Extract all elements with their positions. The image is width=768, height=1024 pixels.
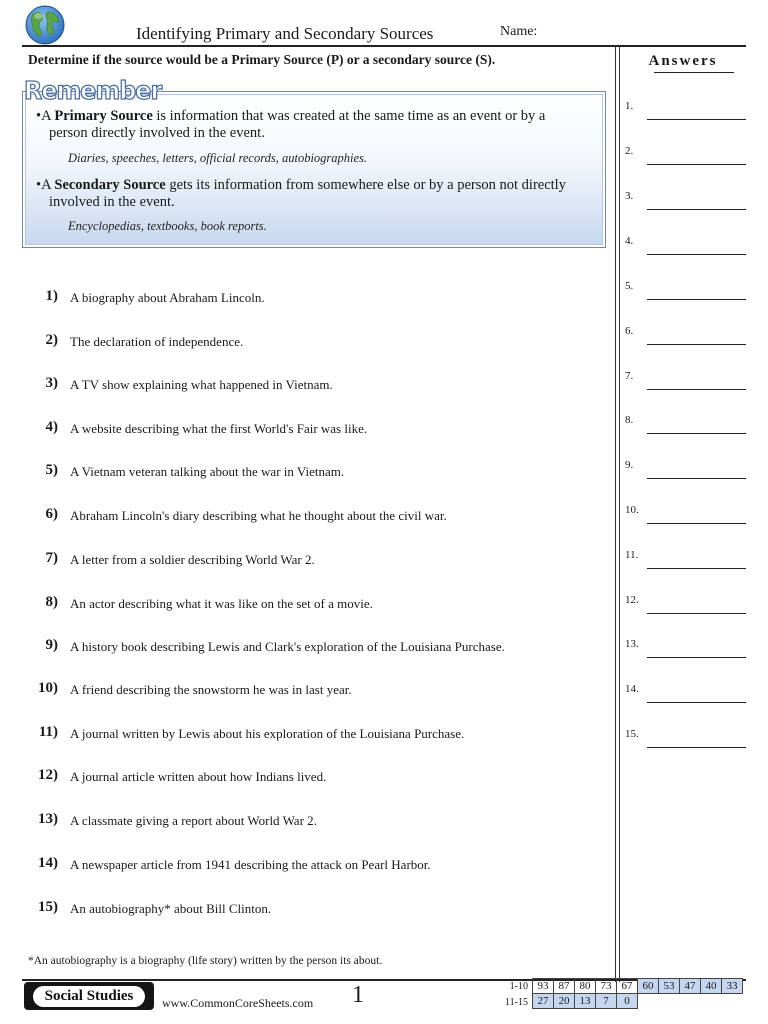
question-number: 15) [38, 899, 58, 915]
answer-line [647, 657, 746, 658]
answer-line [647, 209, 746, 210]
subject-badge-label: Social Studies [33, 986, 146, 1007]
score-cell: 93 [533, 979, 554, 994]
question-number: 11) [38, 724, 58, 740]
bullet: •A [36, 177, 55, 193]
score-cell: 73 [596, 979, 617, 994]
question-text: A biography about Abraham Lincoln. [70, 290, 265, 305]
answer-blank[interactable] [624, 235, 748, 255]
question-text: A classmate giving a report about World War 2. [70, 813, 317, 828]
question-text: The declaration of independence. [70, 334, 244, 349]
primary-source-examples: Diaries, speeches, letters, official records, autobiographies. [68, 151, 368, 165]
answers-heading-underline [654, 72, 734, 73]
answer-blank[interactable] [624, 414, 748, 434]
answer-number: 7. [625, 370, 634, 382]
answer-number: 5. [625, 280, 634, 292]
answer-line [647, 254, 746, 255]
answer-blank[interactable] [624, 100, 748, 120]
answers-heading: Answers [648, 53, 718, 69]
name-label: Name: [500, 24, 538, 39]
secondary-source-definition [36, 177, 602, 211]
score-cell: 87 [554, 979, 575, 994]
header-rule [22, 45, 746, 47]
question-number: 14) [38, 855, 58, 871]
question-number: 1) [45, 288, 58, 304]
score-row-label: 11-15 [505, 997, 528, 1008]
answer-blank[interactable] [624, 683, 748, 703]
answer-number: 2. [625, 145, 634, 157]
answer-blank[interactable] [624, 638, 748, 658]
score-cell: 40 [701, 979, 722, 994]
score-cell: 60 [638, 979, 659, 994]
score-row [533, 979, 743, 994]
answer-line [647, 523, 746, 524]
question-number: 10) [38, 680, 58, 696]
primary-source-term: Primary Source [54, 108, 153, 124]
question-number: 6) [45, 506, 58, 522]
primary-source-definition [36, 108, 596, 142]
score-cell: 80 [575, 979, 596, 994]
page-title: Identifying Primary and Secondary Sources [136, 24, 434, 43]
answer-line [647, 344, 746, 345]
globe-icon [24, 4, 66, 46]
question-number: 9) [45, 637, 58, 653]
answer-number: 15. [625, 728, 639, 740]
bullet: •A [36, 108, 55, 124]
answer-blank[interactable] [624, 325, 748, 345]
question-text: A journal article written about how Indians lived. [70, 769, 327, 784]
question-text: A friend describing the snowstorm he was in last year. [70, 682, 352, 697]
question-text: Abraham Lincoln's diary describing what he thought about the civil war. [70, 508, 447, 523]
definition-text: person directly involved in the event. [49, 125, 265, 141]
score-row [533, 994, 743, 1009]
question-number: 13) [38, 811, 58, 827]
answer-number: 1. [625, 100, 634, 112]
question-text: A journal written by Lewis about his exploration of the Louisiana Purchase. [70, 726, 465, 741]
definition-text: gets its information from somewhere else or by a person not directly [165, 177, 566, 193]
answer-line [647, 747, 746, 748]
answer-number: 6. [625, 325, 634, 337]
definition-text: involved in the event. [49, 194, 175, 210]
question-number: 4) [45, 419, 58, 435]
question-text: An autobiography* about Bill Clinton. [70, 901, 272, 916]
column-divider [619, 46, 620, 982]
question-number: 8) [45, 594, 58, 610]
answer-blank[interactable] [624, 459, 748, 479]
score-cell: 67 [617, 979, 638, 994]
remember-label: Remember [24, 76, 162, 105]
question-number: 7) [45, 550, 58, 566]
answer-number: 3. [625, 190, 634, 202]
answer-number: 14. [625, 683, 639, 695]
secondary-source-examples: Encyclopedias, textbooks, book reports. [68, 219, 267, 233]
question-number: 3) [45, 375, 58, 391]
answer-number: 13. [625, 638, 639, 650]
answer-number: 8. [625, 414, 634, 426]
column-divider [615, 46, 616, 982]
question-text: A Vietnam veteran talking about the war in Vietnam. [70, 464, 345, 479]
score-cell: 20 [554, 994, 575, 1009]
answer-number: 11. [625, 549, 639, 561]
answer-line [647, 433, 746, 434]
question-text: A newspaper article from 1941 describing the attack on Pearl Harbor. [70, 857, 431, 872]
score-cell: 33 [722, 979, 743, 994]
answer-line [647, 613, 746, 614]
answer-blank[interactable] [624, 280, 748, 300]
definition-text: is information that was created at the same time as an event or by a [152, 108, 546, 124]
answer-number: 12. [625, 594, 639, 606]
answer-line [647, 568, 746, 569]
answer-blank[interactable] [624, 549, 748, 569]
score-cell: 7 [596, 994, 617, 1009]
answer-number: 9. [625, 459, 634, 471]
score-row-label: 1-10 [509, 981, 528, 992]
answer-number: 10. [625, 504, 639, 516]
subject-badge [24, 982, 154, 1010]
answer-line [647, 164, 746, 165]
page-number: 1 [352, 982, 364, 1008]
answer-number: 4. [625, 235, 634, 247]
score-cell: 47 [680, 979, 701, 994]
secondary-source-term: Secondary Source [54, 177, 166, 193]
score-cell: 13 [575, 994, 596, 1009]
question-text: An actor describing what it was like on the set of a movie. [70, 596, 373, 611]
website-link[interactable]: www.CommonCoreSheets.com [162, 996, 314, 1010]
score-cell: 0 [617, 994, 638, 1009]
question-text: A letter from a soldier describing World War 2. [70, 552, 315, 567]
question-text: A TV show explaining what happened in Vietnam. [70, 377, 333, 392]
score-cell: 53 [659, 979, 680, 994]
answer-line [647, 299, 746, 300]
answer-line [647, 119, 746, 120]
answer-line [647, 478, 746, 479]
answer-blank[interactable] [624, 728, 748, 748]
instructions: Determine if the source would be a Primary Source (P) or a secondary source (S). [28, 52, 496, 67]
answer-line [647, 389, 746, 390]
score-cell: 27 [533, 994, 554, 1009]
answer-blank[interactable] [624, 190, 748, 210]
question-text: A website describing what the first World's Fair was like. [70, 421, 368, 436]
footnote: *An autobiography is a biography (life story) written by the person its about. [28, 955, 383, 967]
question-number: 2) [45, 332, 58, 348]
answer-blank[interactable] [624, 370, 748, 390]
score-table [532, 978, 743, 1009]
answer-blank[interactable] [624, 145, 748, 165]
answer-blank[interactable] [624, 594, 748, 614]
answer-line [647, 702, 746, 703]
question-text: A history book describing Lewis and Clark's exploration of the Louisiana Purchase. [70, 639, 505, 654]
question-number: 5) [45, 462, 58, 478]
question-number: 12) [38, 767, 58, 783]
answer-blank[interactable] [624, 504, 748, 524]
